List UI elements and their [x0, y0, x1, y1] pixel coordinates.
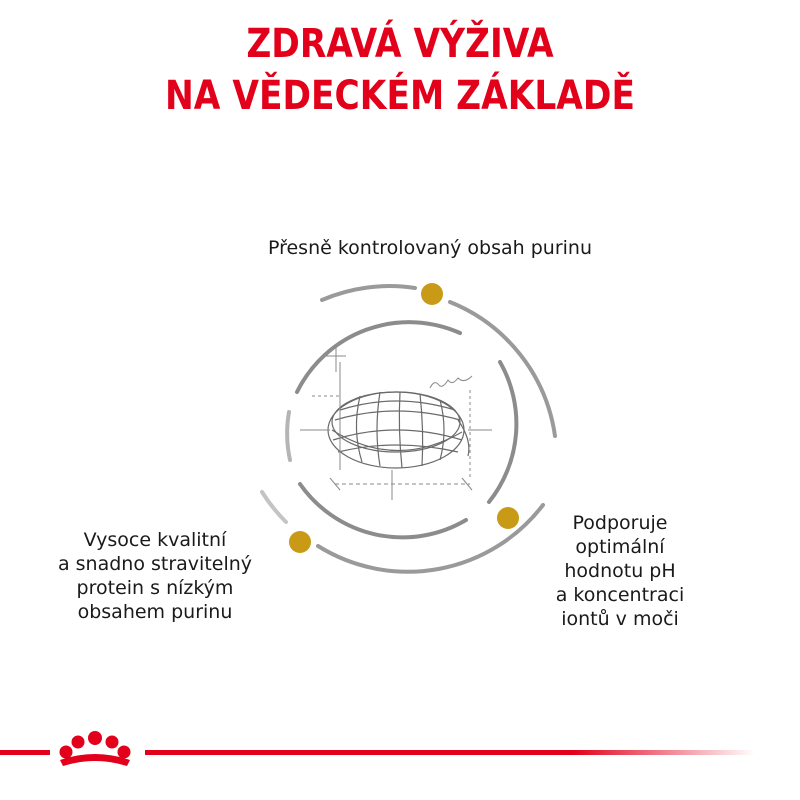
benefit-right-line: iontů v moči	[561, 608, 679, 630]
benefit-right-line: a koncentraci	[555, 584, 685, 606]
benefit-left-line: protein s nízkým	[76, 577, 234, 599]
headline-line-2: NA VĚDECKÉM ZÁKLADĚ	[164, 73, 635, 119]
benefit-left-line: obsahem purinu	[77, 601, 233, 623]
benefit-right-line: hodnotu pH	[564, 560, 676, 582]
benefit-right-line: Podporuje	[572, 512, 668, 534]
benefit-left-line: Vysoce kvalitní	[83, 529, 227, 551]
benefit-top-text: Přesně kontrolovaný obsah purinu	[267, 237, 593, 259]
benefit-right-line: optimální	[575, 536, 665, 558]
headline-line-1: ZDRAVÁ VÝŽIVA	[246, 21, 554, 67]
red-rule	[0, 750, 50, 755]
crown-logo-icon	[60, 731, 131, 766]
benefit-left-line: a snadno stravitelný	[57, 553, 253, 575]
red-rule-right	[145, 750, 755, 755]
